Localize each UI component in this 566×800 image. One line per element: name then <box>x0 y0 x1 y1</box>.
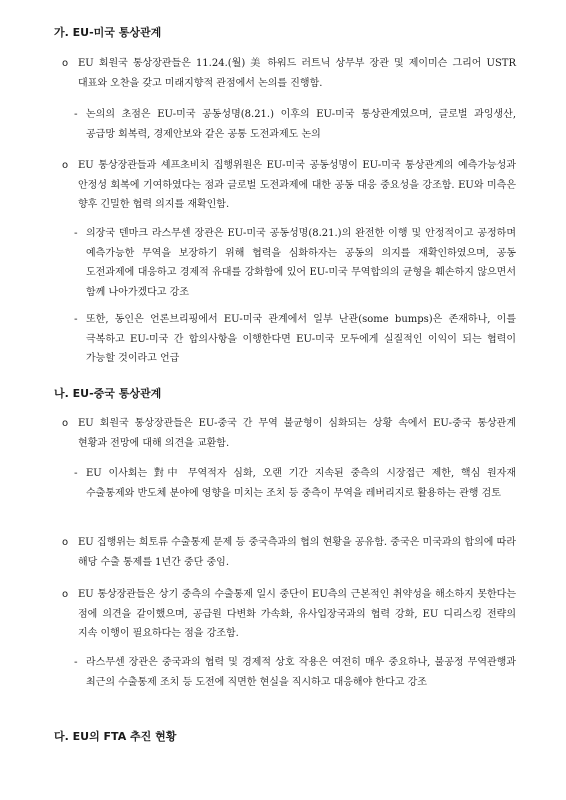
dash-marker: - <box>74 109 78 120</box>
section-heading-us: 가. EU-미국 통상관계 <box>54 26 162 39</box>
bullet-text: EU 회원국 통상장관들은 EU-중국 간 무역 불균형이 심화되는 상황 속에서 EU-중국 통상관계 현황과 전망에 대해 의견을 교환함. <box>78 418 516 449</box>
bullet-marker: o <box>62 418 69 429</box>
sub-bullet-text: 의장국 덴마크 라스무센 장관은 EU-미국 공동성명(8.21.)의 완전한 이행 및 안정적이고 공정하며 예측가능한 무역을 보장하기 위해 협력을 심화하자는 공동의 의지를 재확인하였으며, 공동 도전과제에 대응하고 경제적 유대를 강화함에 있어 EU-미국 무역합의의 균형을 훼손하지 않으면서 함께 나아가겠다고 강조 <box>86 228 516 298</box>
dash-marker: - <box>74 657 78 668</box>
sub-bullet-item <box>74 105 516 144</box>
sub-bullet-text: 논의의 초점은 EU-미국 공동성명(8.21.) 이후의 EU-미국 통상관계였으며, 글로벌 과잉생산, 공급망 회복력, 경제안보와 같은 공통 도전과제도 논의 <box>86 109 516 140</box>
sub-bullet-item <box>74 464 516 503</box>
bullet-text: EU 회원국 통상장관들은 11.24.(월) 美 하워드 러트닉 상무부 장관 및 제이미슨 그리어 USTR 대표와 오찬을 갖고 미래지향적 관점에서 논의를 진행함. <box>78 58 516 89</box>
bullet-text: EU 집행위는 희토류 수출통제 문제 등 중국측과의 협의 현황을 공유함. 중국은 미국과의 합의에 따라 해당 수출 통제를 1년간 중단 중임. <box>78 537 516 568</box>
sub-bullet-item <box>74 310 516 369</box>
bullet-item <box>62 156 516 215</box>
bullet-text: EU 통상장관들은 상기 중측의 수출통제 일시 중단이 EU측의 근본적인 취약성을 해소하지 못한다는 점에 의견을 같이했으며, 공급원 다변화 가속화, 유사입장국과의 협력 강화, EU 디리스킹 전략의 지속 이행이 필요하다는 점을 강조함. <box>78 589 516 639</box>
sub-bullet-text: 라스무센 장관은 중국과의 협력 및 경제적 상호 작용은 여전히 매우 중요하나, 불공정 무역관행과 최근의 수출통제 조치 등 도전에 직면한 현실을 직시하고 대응해야 한다고 강조 <box>86 657 516 688</box>
bullet-marker: o <box>62 589 69 600</box>
bullet-marker: o <box>62 58 69 69</box>
sub-bullet-item <box>74 653 516 692</box>
sub-bullet-text: EU 이사회는 對中 무역적자 심화, 오랜 기간 지속된 중측의 시장접근 제한, 핵심 원자재 수출통제와 반도체 분야에 영향을 미치는 조치 등 중측이 무역을 레버리지로 활용하는 관행 검토 <box>86 468 516 499</box>
bullet-item <box>62 585 516 644</box>
dash-marker: - <box>74 314 78 325</box>
dash-marker: - <box>74 228 78 239</box>
bullet-item <box>62 414 516 453</box>
section-heading-fta: 다. EU의 FTA 추진 현황 <box>54 730 177 743</box>
bullet-item <box>62 533 516 572</box>
bullet-text: EU 통상장관들과 셰프초비치 집행위원은 EU-미국 공동성명이 EU-미국 통상관계의 예측가능성과 안정성 회복에 기여하였다는 점과 글로벌 도전과제에 대한 공동 대응 중요성을 강조함. EU와 미측은 향후 긴밀한 협력 의지를 재확인함. <box>78 160 516 210</box>
bullet-marker: o <box>62 537 69 548</box>
sub-bullet-item <box>74 224 516 302</box>
bullet-marker: o <box>62 160 69 171</box>
section-heading-china: 나. EU-중국 통상관계 <box>54 387 162 400</box>
bullet-item <box>62 54 516 93</box>
sub-bullet-text: 또한, 동인은 언론브리핑에서 EU-미국 관계에서 일부 난관(some bumps)은 존재하나, 이를 극복하고 EU-미국 간 합의사항을 이행한다면 EU-미국 모두에게 실질적인 이익이 되는 협력이 가능할 것이라고 언급 <box>86 314 516 364</box>
dash-marker: - <box>74 468 78 479</box>
